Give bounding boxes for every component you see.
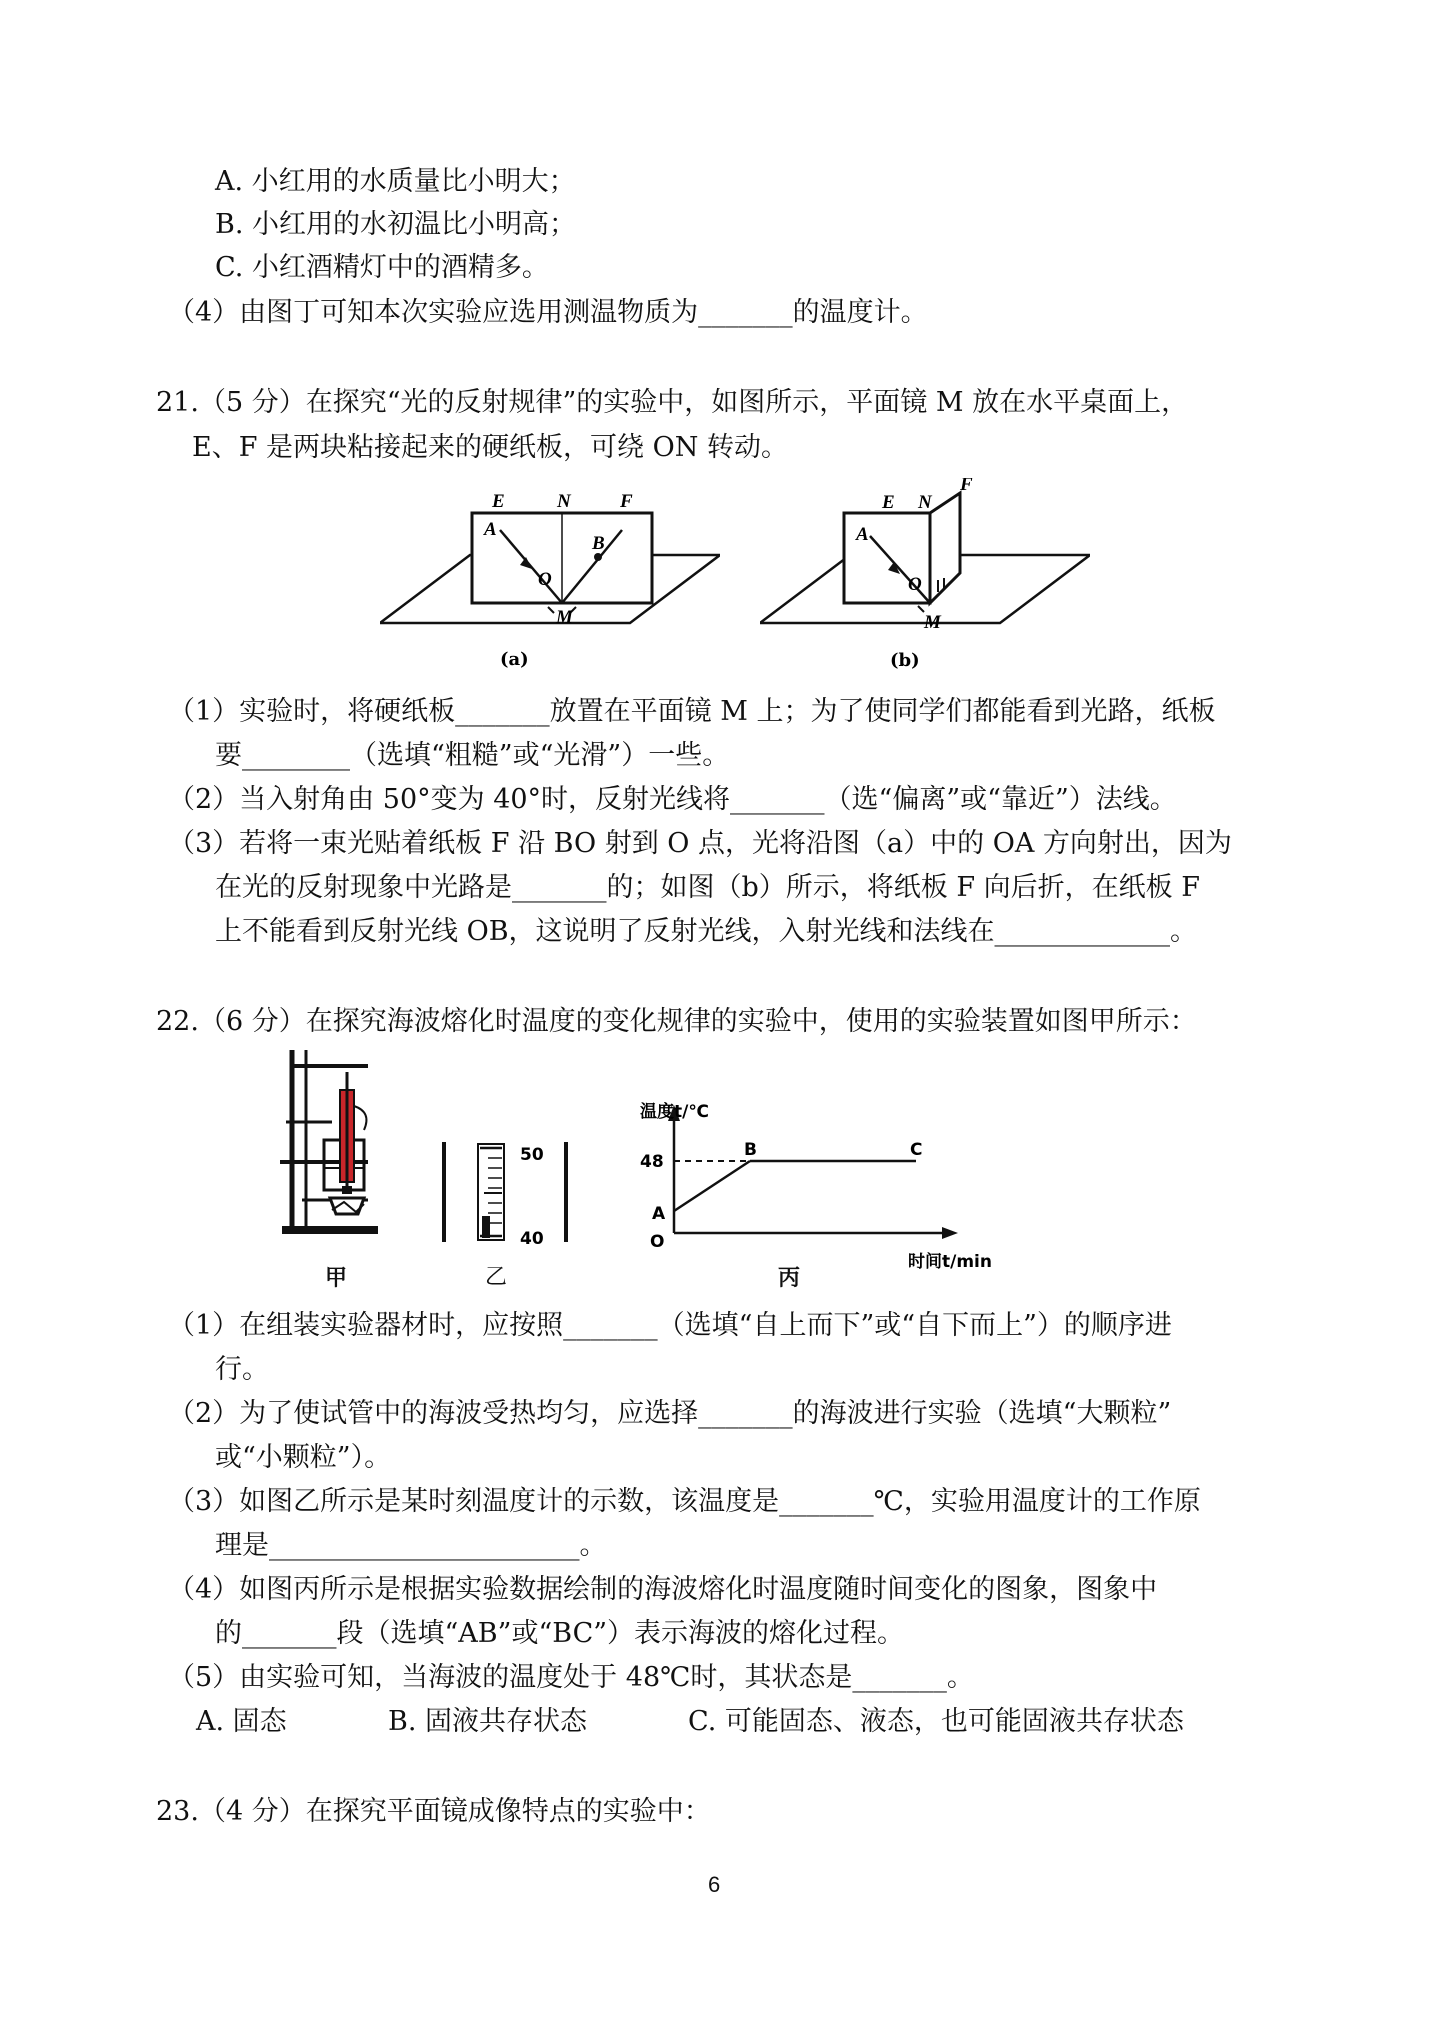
label-f: F xyxy=(960,478,973,495)
q22-sub5: （5）由实验可知，当海波的温度处于 48℃时，其状态是_______。 xyxy=(168,1662,974,1693)
q21-sub3-line2: 在光的反射现象中光路是_______的；如图（b）所示，将纸板 F 向后折，在纸板 F xyxy=(215,872,1200,903)
q22-sub2-line2: 或“小颗粒”）。 xyxy=(215,1442,392,1473)
q20-option-b: B. 小红用的水初温比小明高； xyxy=(215,209,577,240)
label-e: E xyxy=(492,491,505,512)
q22-sub1-line2: 行。 xyxy=(215,1354,269,1385)
label-n: N xyxy=(918,492,932,513)
label-n: N xyxy=(557,491,571,512)
reflection-figure-a xyxy=(380,485,720,670)
q22-sub4-line1: （4）如图丙所示是根据实验数据绘制的海波熔化时温度随时间变化的图象，图象中 xyxy=(168,1574,1158,1605)
label-a: A xyxy=(856,524,869,545)
q22-sub3-line2: 理是_______________________。 xyxy=(215,1530,607,1561)
q23-stem: 23.（4 分）在探究平面镜成像特点的实验中： xyxy=(156,1796,711,1827)
tick-40: 40 xyxy=(520,1229,544,1248)
q20-sub-question-4: （4）由图丁可知本次实验应选用测温物质为_______的温度计。 xyxy=(168,297,928,328)
q21-sub1-line1: （1）实验时，将硬纸板_______放置在平面镜 M 上；为了使同学们都能看到光路，纸板 xyxy=(168,696,1216,727)
x-axis-label: 时间t/min xyxy=(908,1252,992,1272)
caption-a: (a) xyxy=(500,649,529,670)
q21-stem-line1: 21.（5 分）在探究“光的反射规律”的实验中，如图所示，平面镜 M 放在水平桌面上， xyxy=(156,387,1189,418)
label-a: A xyxy=(484,519,497,540)
q21-sub2: （2）当入射角由 50°变为 40°时，反射光线将_______（选“偏离”或“靠近”）法线。 xyxy=(168,784,1177,815)
y-axis-label: 温度t/℃ xyxy=(640,1102,709,1122)
q22-sub3-line1: （3）如图乙所示是某时刻温度计的示数，该温度是_______℃，实验用温度计的工作原 xyxy=(168,1486,1201,1517)
q22-option-b: B. 固液共存状态 xyxy=(388,1706,588,1737)
q21-sub1-line2: 要________（选填“粗糙”或“光滑”）一些。 xyxy=(215,740,730,771)
label-o: O xyxy=(538,569,552,590)
q21-sub3-line1: （3）若将一束光贴着纸板 F 沿 BO 射到 O 点，光将沿图（a）中的 OA 方向射出，因为 xyxy=(168,828,1232,859)
label-f: F xyxy=(620,491,633,512)
figure-label-bing: 丙 xyxy=(778,1265,801,1291)
label-o: O xyxy=(908,574,922,595)
q22-stem: 22.（6 分）在探究海波熔化时温度的变化规律的实验中，使用的实验装置如图甲所示： xyxy=(156,1006,1197,1037)
origin-o: O xyxy=(650,1232,665,1252)
q22-option-a: A. 固态 xyxy=(196,1706,287,1737)
label-m: M xyxy=(924,612,941,633)
q22-sub4-line2: 的_______段（选填“AB”或“BC”）表示海波的熔化过程。 xyxy=(215,1618,905,1649)
tick-50: 50 xyxy=(520,1145,544,1165)
thermometer-figure-yi xyxy=(440,1138,580,1248)
label-m: M xyxy=(556,607,573,628)
page-number: 6 xyxy=(708,1872,721,1897)
caption-b: (b) xyxy=(890,650,920,670)
figure-label-jia: 甲 xyxy=(325,1265,348,1291)
label-e: E xyxy=(882,492,895,513)
point-c: C xyxy=(910,1140,923,1160)
label-b: B xyxy=(592,533,605,554)
tick-48: 48 xyxy=(640,1152,664,1172)
point-b: B xyxy=(744,1140,757,1160)
q22-sub2-line1: （2）为了使试管中的海波受热均匀，应选择_______的海波进行实验（选填“大颗粒” xyxy=(168,1398,1172,1429)
figure-label-yi: 乙 xyxy=(485,1265,508,1290)
point-a: A xyxy=(652,1204,666,1224)
temperature-graph-bing xyxy=(640,1095,1040,1275)
reflection-figure-b xyxy=(760,478,1090,670)
q21-sub3-line3: 上不能看到反射光线 OB，这说明了反射光线，入射光线和法线在_____________。 xyxy=(215,916,1198,947)
q20-option-a: A. 小红用的水质量比小明大； xyxy=(215,166,576,197)
q20-option-c: C. 小红酒精灯中的酒精多。 xyxy=(215,252,549,283)
apparatus-figure-jia xyxy=(272,1050,402,1250)
q21-stem-line2: E、F 是两块粘接起来的硬纸板，可绕 ON 转动。 xyxy=(192,432,788,463)
q22-sub1-line1: （1）在组装实验器材时，应按照_______（选填“自上而下”或“自下而上”）的顺序进 xyxy=(168,1310,1172,1341)
q22-option-c: C. 可能固态、液态，也可能固液共存状态 xyxy=(688,1706,1184,1737)
